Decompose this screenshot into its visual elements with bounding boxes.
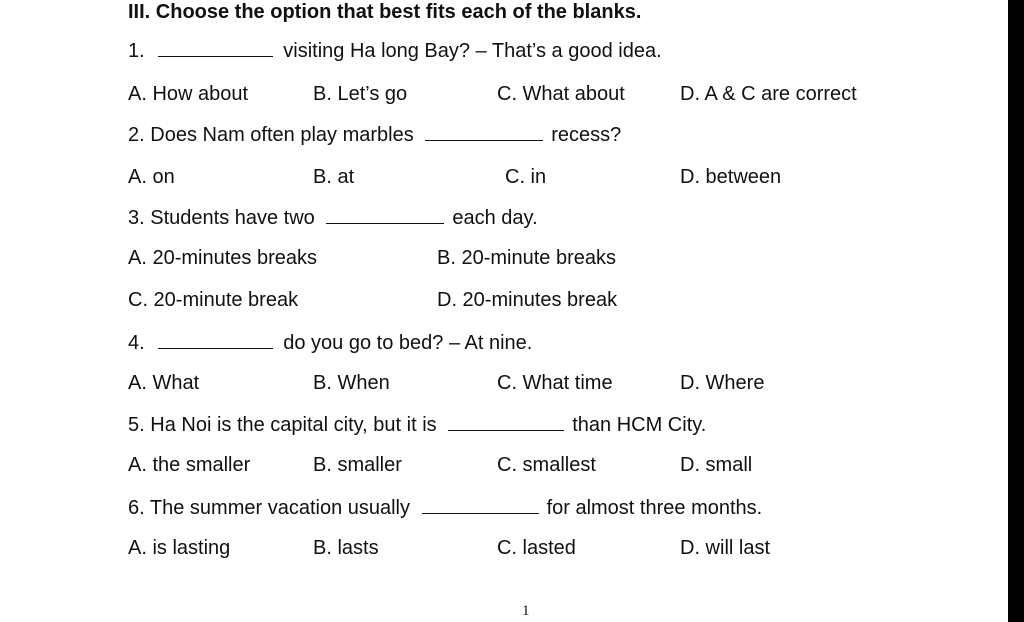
option-b: B. Let’s go xyxy=(313,83,408,105)
question-text-before: Students have two xyxy=(150,207,315,229)
option-c: C. lasted xyxy=(497,537,576,559)
answer-blank xyxy=(448,412,564,431)
question-number: 6. xyxy=(128,497,145,519)
page-number: 1 xyxy=(522,603,530,619)
question-text-after: for almost three months. xyxy=(546,497,763,519)
question-1 xyxy=(128,38,662,63)
question-text-after: recess? xyxy=(551,124,622,146)
option-d: D. small xyxy=(680,454,753,476)
option-d: D. 20-minutes break xyxy=(437,289,618,311)
option-d: D. will last xyxy=(680,537,771,559)
answer-blank xyxy=(422,495,539,514)
option-c: C. 20-minute break xyxy=(128,289,299,311)
question-number: 3. xyxy=(128,207,145,229)
option-b: B. 20-minute breaks xyxy=(437,247,616,269)
question-text-after: do you go to bed? – At nine. xyxy=(283,332,533,354)
option-b: B. lasts xyxy=(313,537,379,559)
option-d: D. between xyxy=(680,166,782,188)
question-2 xyxy=(128,122,621,147)
answer-blank xyxy=(425,122,543,141)
option-b: B. at xyxy=(313,166,355,188)
question-text-before: Does Nam often play marbles xyxy=(150,124,414,146)
question-6 xyxy=(128,495,762,520)
option-a: A. on xyxy=(128,166,175,188)
question-text-before: Ha Noi is the capital city, but it is xyxy=(150,414,437,436)
question-3 xyxy=(128,205,538,230)
section-heading: III. Choose the option that best fits each of the blanks. xyxy=(128,1,642,23)
option-a: A. the smaller xyxy=(128,454,251,476)
option-c: C. What time xyxy=(497,372,613,394)
option-a: A. 20-minutes breaks xyxy=(128,247,317,269)
option-a: A. What xyxy=(128,372,200,394)
option-a: A. is lasting xyxy=(128,537,231,559)
question-number: 2. xyxy=(128,124,145,146)
question-text-before: The summer vacation usually xyxy=(149,497,410,519)
question-4 xyxy=(128,330,532,355)
answer-blank xyxy=(158,330,273,349)
question-5 xyxy=(128,412,706,437)
option-d: D. A & C are correct xyxy=(680,83,857,105)
option-c: C. in xyxy=(505,166,547,188)
option-a: A. How about xyxy=(128,83,249,105)
question-number: 1. xyxy=(128,40,145,62)
option-b: B. smaller xyxy=(313,454,402,476)
question-number: 5. xyxy=(128,414,145,436)
answer-blank xyxy=(326,205,444,224)
option-d: D. Where xyxy=(680,372,765,394)
question-text-after: visiting Ha long Bay? – That’s a good idea. xyxy=(283,40,662,62)
question-number: 4. xyxy=(128,332,145,354)
window-edge xyxy=(1008,0,1024,622)
option-c: C. What about xyxy=(497,83,625,105)
question-text-after: each day. xyxy=(452,207,538,229)
option-c: C. smallest xyxy=(497,454,596,476)
question-text-after: than HCM City. xyxy=(572,414,707,436)
option-b: B. When xyxy=(313,372,390,394)
answer-blank xyxy=(158,38,273,57)
